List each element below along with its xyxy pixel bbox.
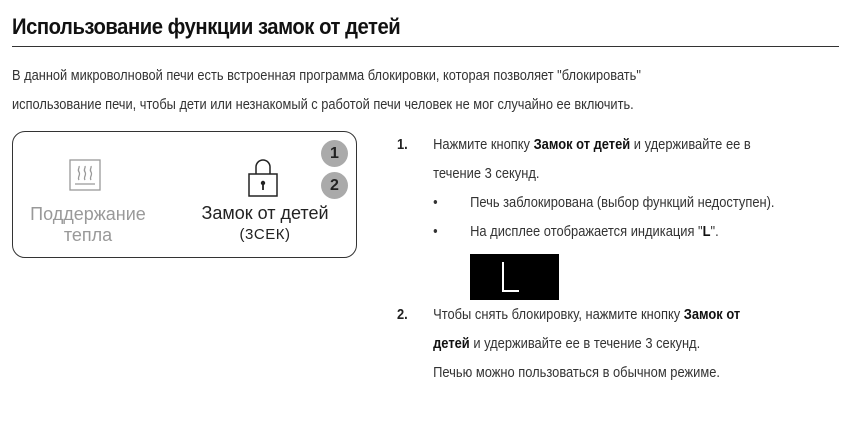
step-2-text-bold-1: Замок от bbox=[683, 306, 741, 323]
step-badge-1: 1 bbox=[321, 140, 348, 167]
step-1-bullet-2-bold: L bbox=[702, 223, 711, 240]
step-2-text-post: и удерживайте ее в течение 3 секунд. bbox=[469, 335, 701, 352]
keep-warm-icon bbox=[67, 158, 103, 194]
intro-line-1: В данной микроволновой печи есть встроенная программа блокировки, которая позволяет "блокировать" bbox=[12, 67, 641, 84]
child-lock-label-duration: (3СЕК) bbox=[239, 226, 291, 243]
step-1-bullet-2-post: ". bbox=[710, 223, 719, 240]
title-divider bbox=[12, 46, 839, 47]
step-badge-2: 2 bbox=[321, 172, 348, 199]
step-1-line-1 bbox=[397, 130, 844, 159]
step-2-text-pre: Чтобы снять блокировку, нажмите кнопку bbox=[433, 306, 684, 323]
intro-line-2: использование печи, чтобы дети или незнакомый с работой печи человек не мог случайно ее включить. bbox=[12, 96, 634, 113]
keep-warm-label-line-1: Поддержание bbox=[30, 204, 146, 224]
intro-paragraph bbox=[12, 61, 782, 119]
keep-warm-label bbox=[13, 204, 163, 246]
step-2-number: 2. bbox=[397, 306, 408, 323]
steps-list-2 bbox=[397, 300, 844, 387]
step-1-number: 1. bbox=[397, 136, 408, 153]
step-2-line-3: Печью можно пользоваться в обычном режиме. bbox=[433, 364, 720, 381]
control-panel-illustration bbox=[12, 131, 357, 258]
step-2-text-bold-2: детей bbox=[433, 335, 470, 352]
display-l-glyph bbox=[470, 254, 559, 300]
step-1-text-pre: Нажмите кнопку bbox=[433, 136, 534, 153]
bullet-marker: • bbox=[433, 223, 438, 240]
lock-icon bbox=[245, 156, 281, 198]
child-lock-label-main: Замок от детей bbox=[201, 203, 329, 223]
step-1-bullet-2-pre: На дисплее отображается индикация " bbox=[470, 223, 703, 240]
bullet-marker: • bbox=[433, 194, 438, 211]
steps-list bbox=[397, 130, 844, 246]
step-1-text-bold: Замок от детей bbox=[533, 136, 631, 153]
step-2-line-1 bbox=[397, 300, 844, 329]
keep-warm-label-line-2: тепла bbox=[63, 225, 113, 245]
page-title: Использование функции замок от детей bbox=[12, 14, 401, 39]
step-2-line-2 bbox=[397, 329, 844, 358]
lock-indicator-display bbox=[470, 254, 559, 300]
step-1-bullet-1-text: Печь заблокирована (выбор функций недоступен). bbox=[470, 194, 775, 211]
step-1-bullet-1 bbox=[397, 188, 844, 217]
step-1-line-2: течение 3 секунд. bbox=[433, 165, 540, 182]
step-1-text-post: и удерживайте ее в bbox=[630, 136, 751, 153]
step-1-bullet-2 bbox=[397, 217, 844, 246]
child-lock-label bbox=[187, 203, 343, 245]
